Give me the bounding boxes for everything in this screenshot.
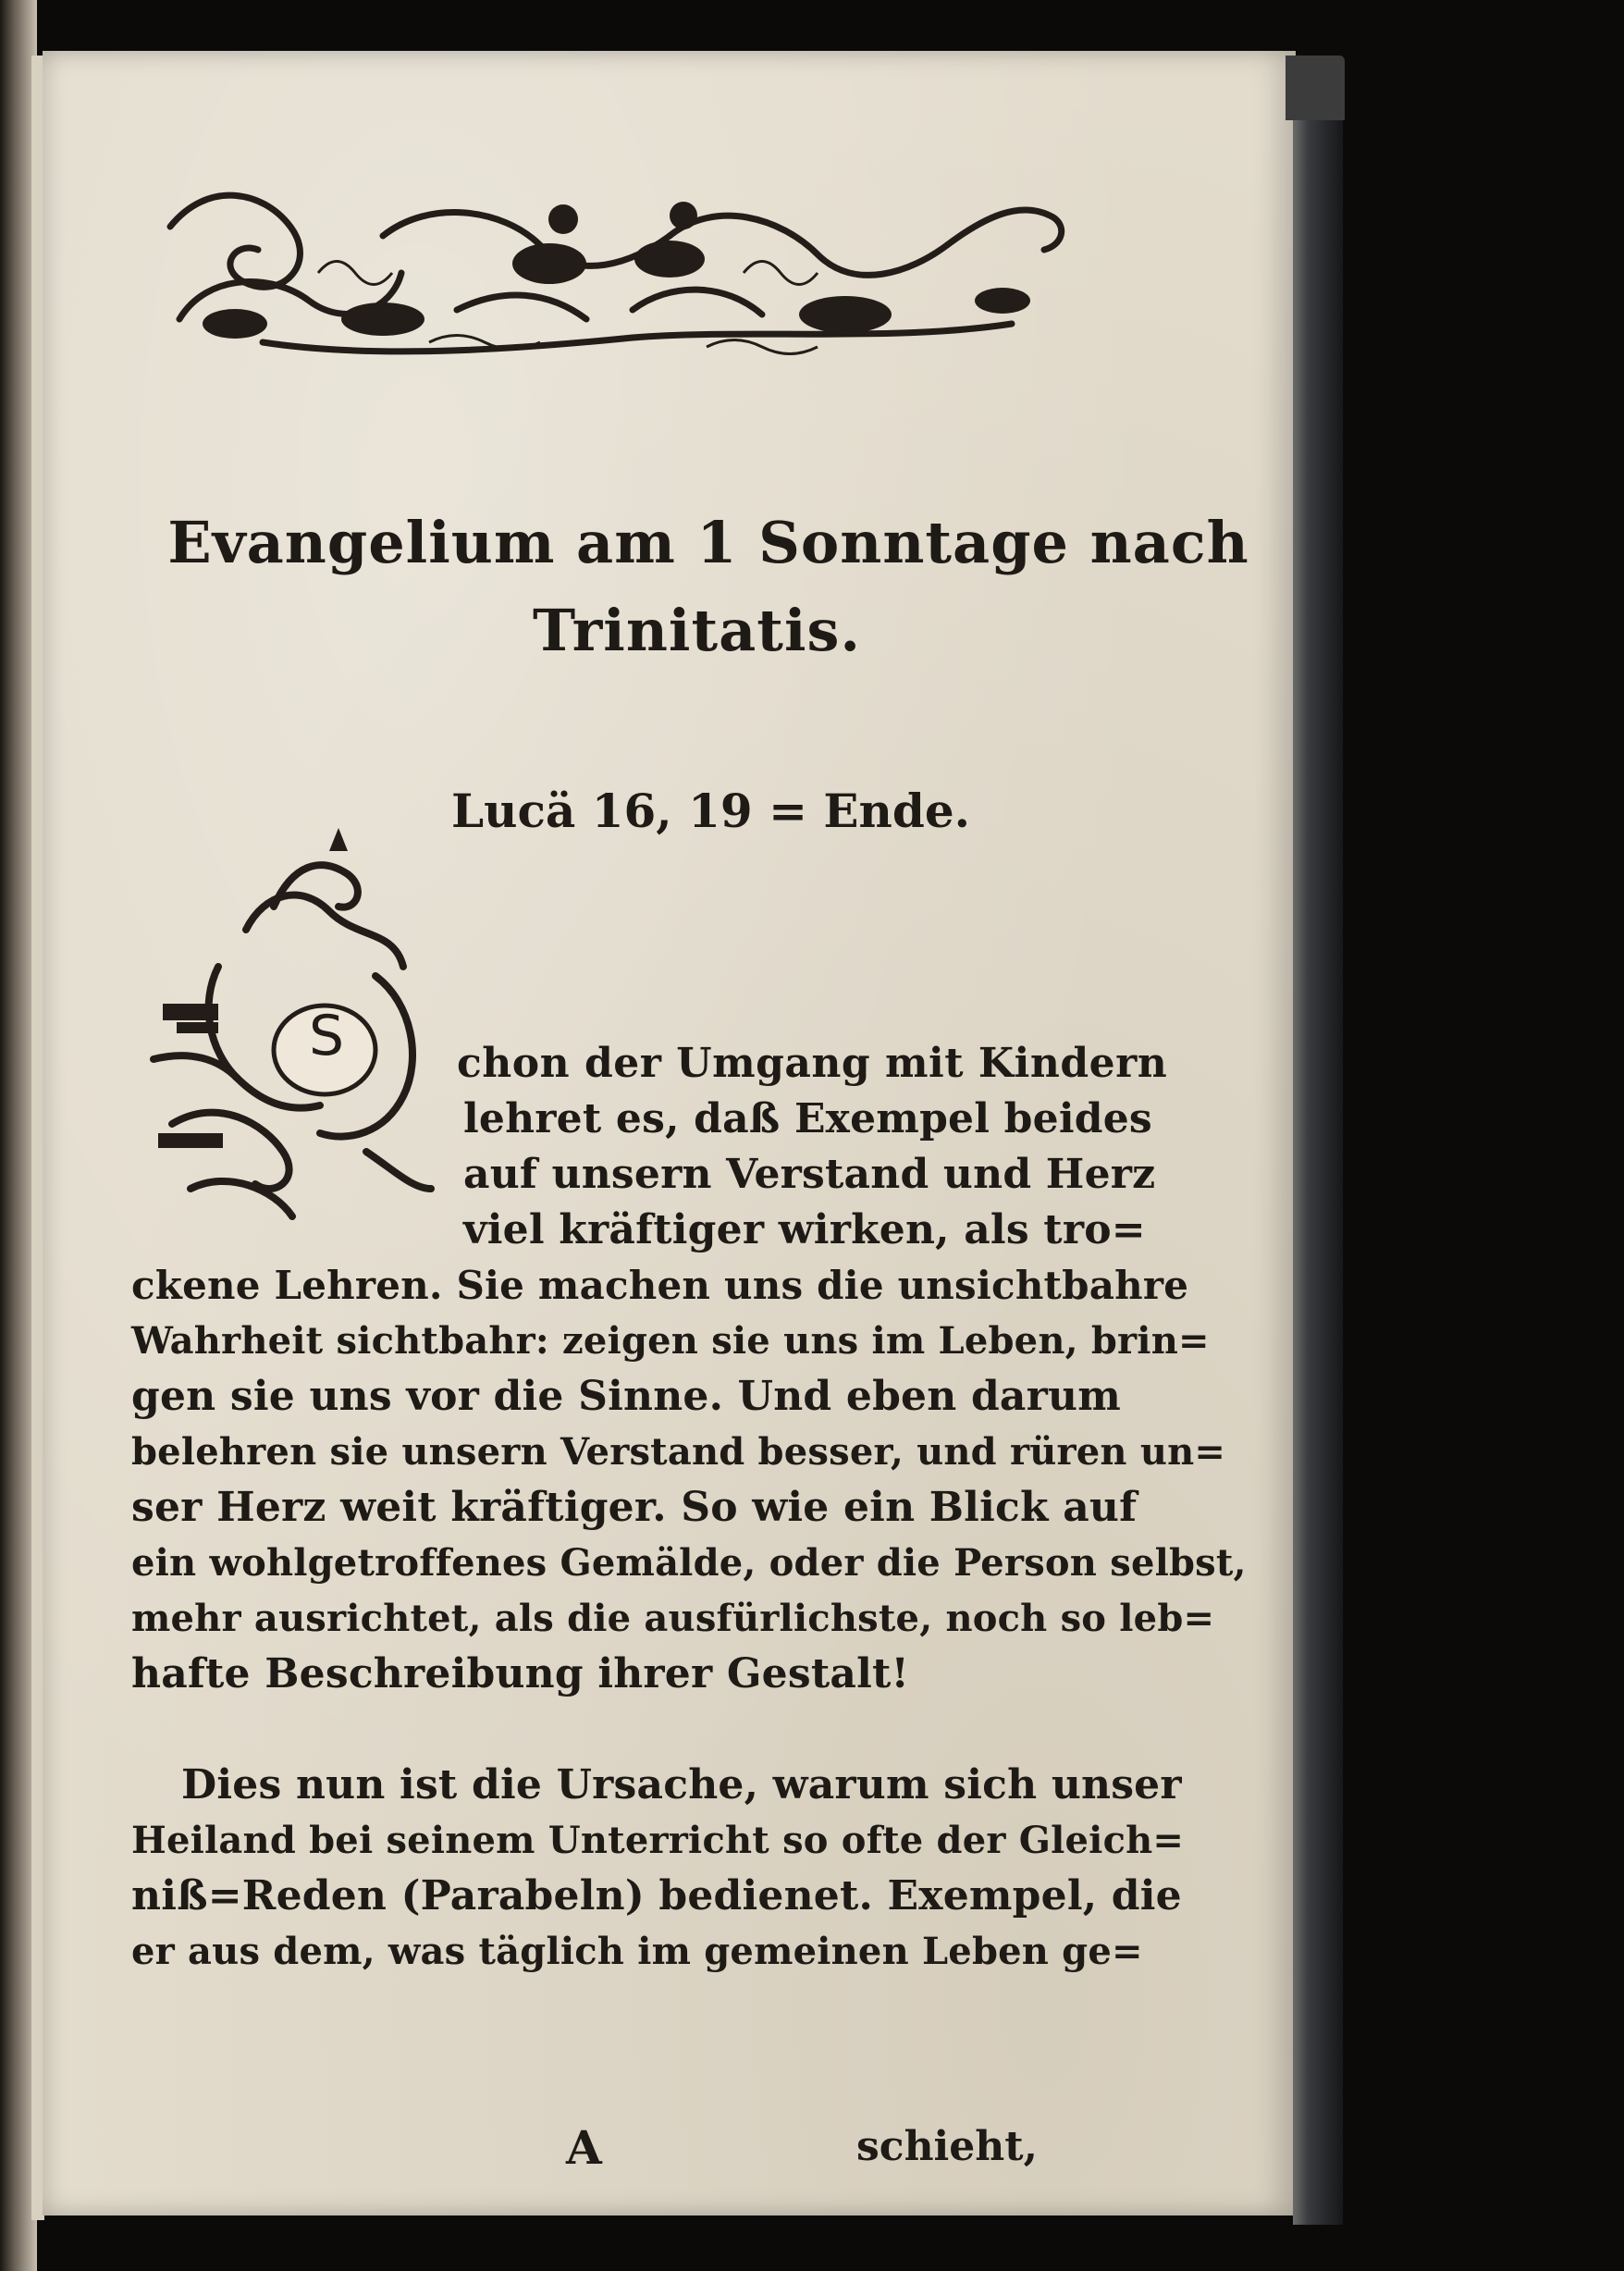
- paragraph-2-line: Dies nun ist die Ursache, warum sich unser: [181, 1761, 1182, 1808]
- paragraph-1-line: mehr ausrichtet, als die ausfürlichste, noch so leb=: [131, 1597, 1215, 1640]
- paragraph-1-line: lehret es, daß Exempel beides: [463, 1095, 1152, 1142]
- paragraph-1-line: hafte Beschreibung ihrer Gestalt!: [131, 1650, 910, 1697]
- headpiece-ornament: [152, 162, 1077, 375]
- paragraph-2-line: er aus dem, was täglich im gemeinen Leben ge=: [131, 1930, 1143, 1973]
- paragraph-1-line: chon der Umgang mit Kindern: [457, 1040, 1168, 1087]
- paragraph-1-line: ckene Lehren. Sie machen uns die unsichtbahre: [131, 1263, 1189, 1308]
- paragraph-1-line: Wahrheit sichtbahr: zeigen sie uns im Leben, brin=: [131, 1319, 1210, 1363]
- catchword: schieht,: [856, 2123, 1038, 2170]
- title-line-1: Evangelium am 1 Sonntage nach: [167, 509, 1249, 576]
- paragraph-1-line: belehren sie unsern Verstand besser, und rüren un=: [131, 1430, 1226, 1474]
- paragraph-1-line: ein wohlgetroffenes Gemälde, oder die Person selbst,: [131, 1541, 1247, 1585]
- paragraph-1-line: auf unsern Verstand und Herz: [463, 1151, 1156, 1198]
- binding-headcap: [1286, 56, 1345, 120]
- title-line-2: Trinitatis.: [533, 597, 861, 664]
- book-binding: [1293, 56, 1343, 2225]
- paragraph-2-line: Heiland bei seinem Unterricht so ofte der Gleich=: [131, 1819, 1185, 1862]
- paragraph-1-line: ser Herz weit kräftiger. So wie ein Blick auf: [131, 1484, 1138, 1531]
- initial-letter: S: [308, 1004, 345, 1068]
- scripture-reference: Lucä 16, 19 = Ende.: [450, 784, 971, 838]
- paragraph-1-line: gen sie uns vor die Sinne. Und eben darum: [131, 1373, 1121, 1420]
- paragraph-2-line: niß=Reden (Parabeln) bedienet. Exempel, die: [131, 1872, 1182, 1919]
- decorated-initial: [135, 819, 486, 1263]
- book-page: [43, 51, 1296, 2215]
- signature-mark: A: [566, 2120, 602, 2175]
- paragraph-1-line: viel kräftiger wirken, als tro=: [463, 1206, 1146, 1253]
